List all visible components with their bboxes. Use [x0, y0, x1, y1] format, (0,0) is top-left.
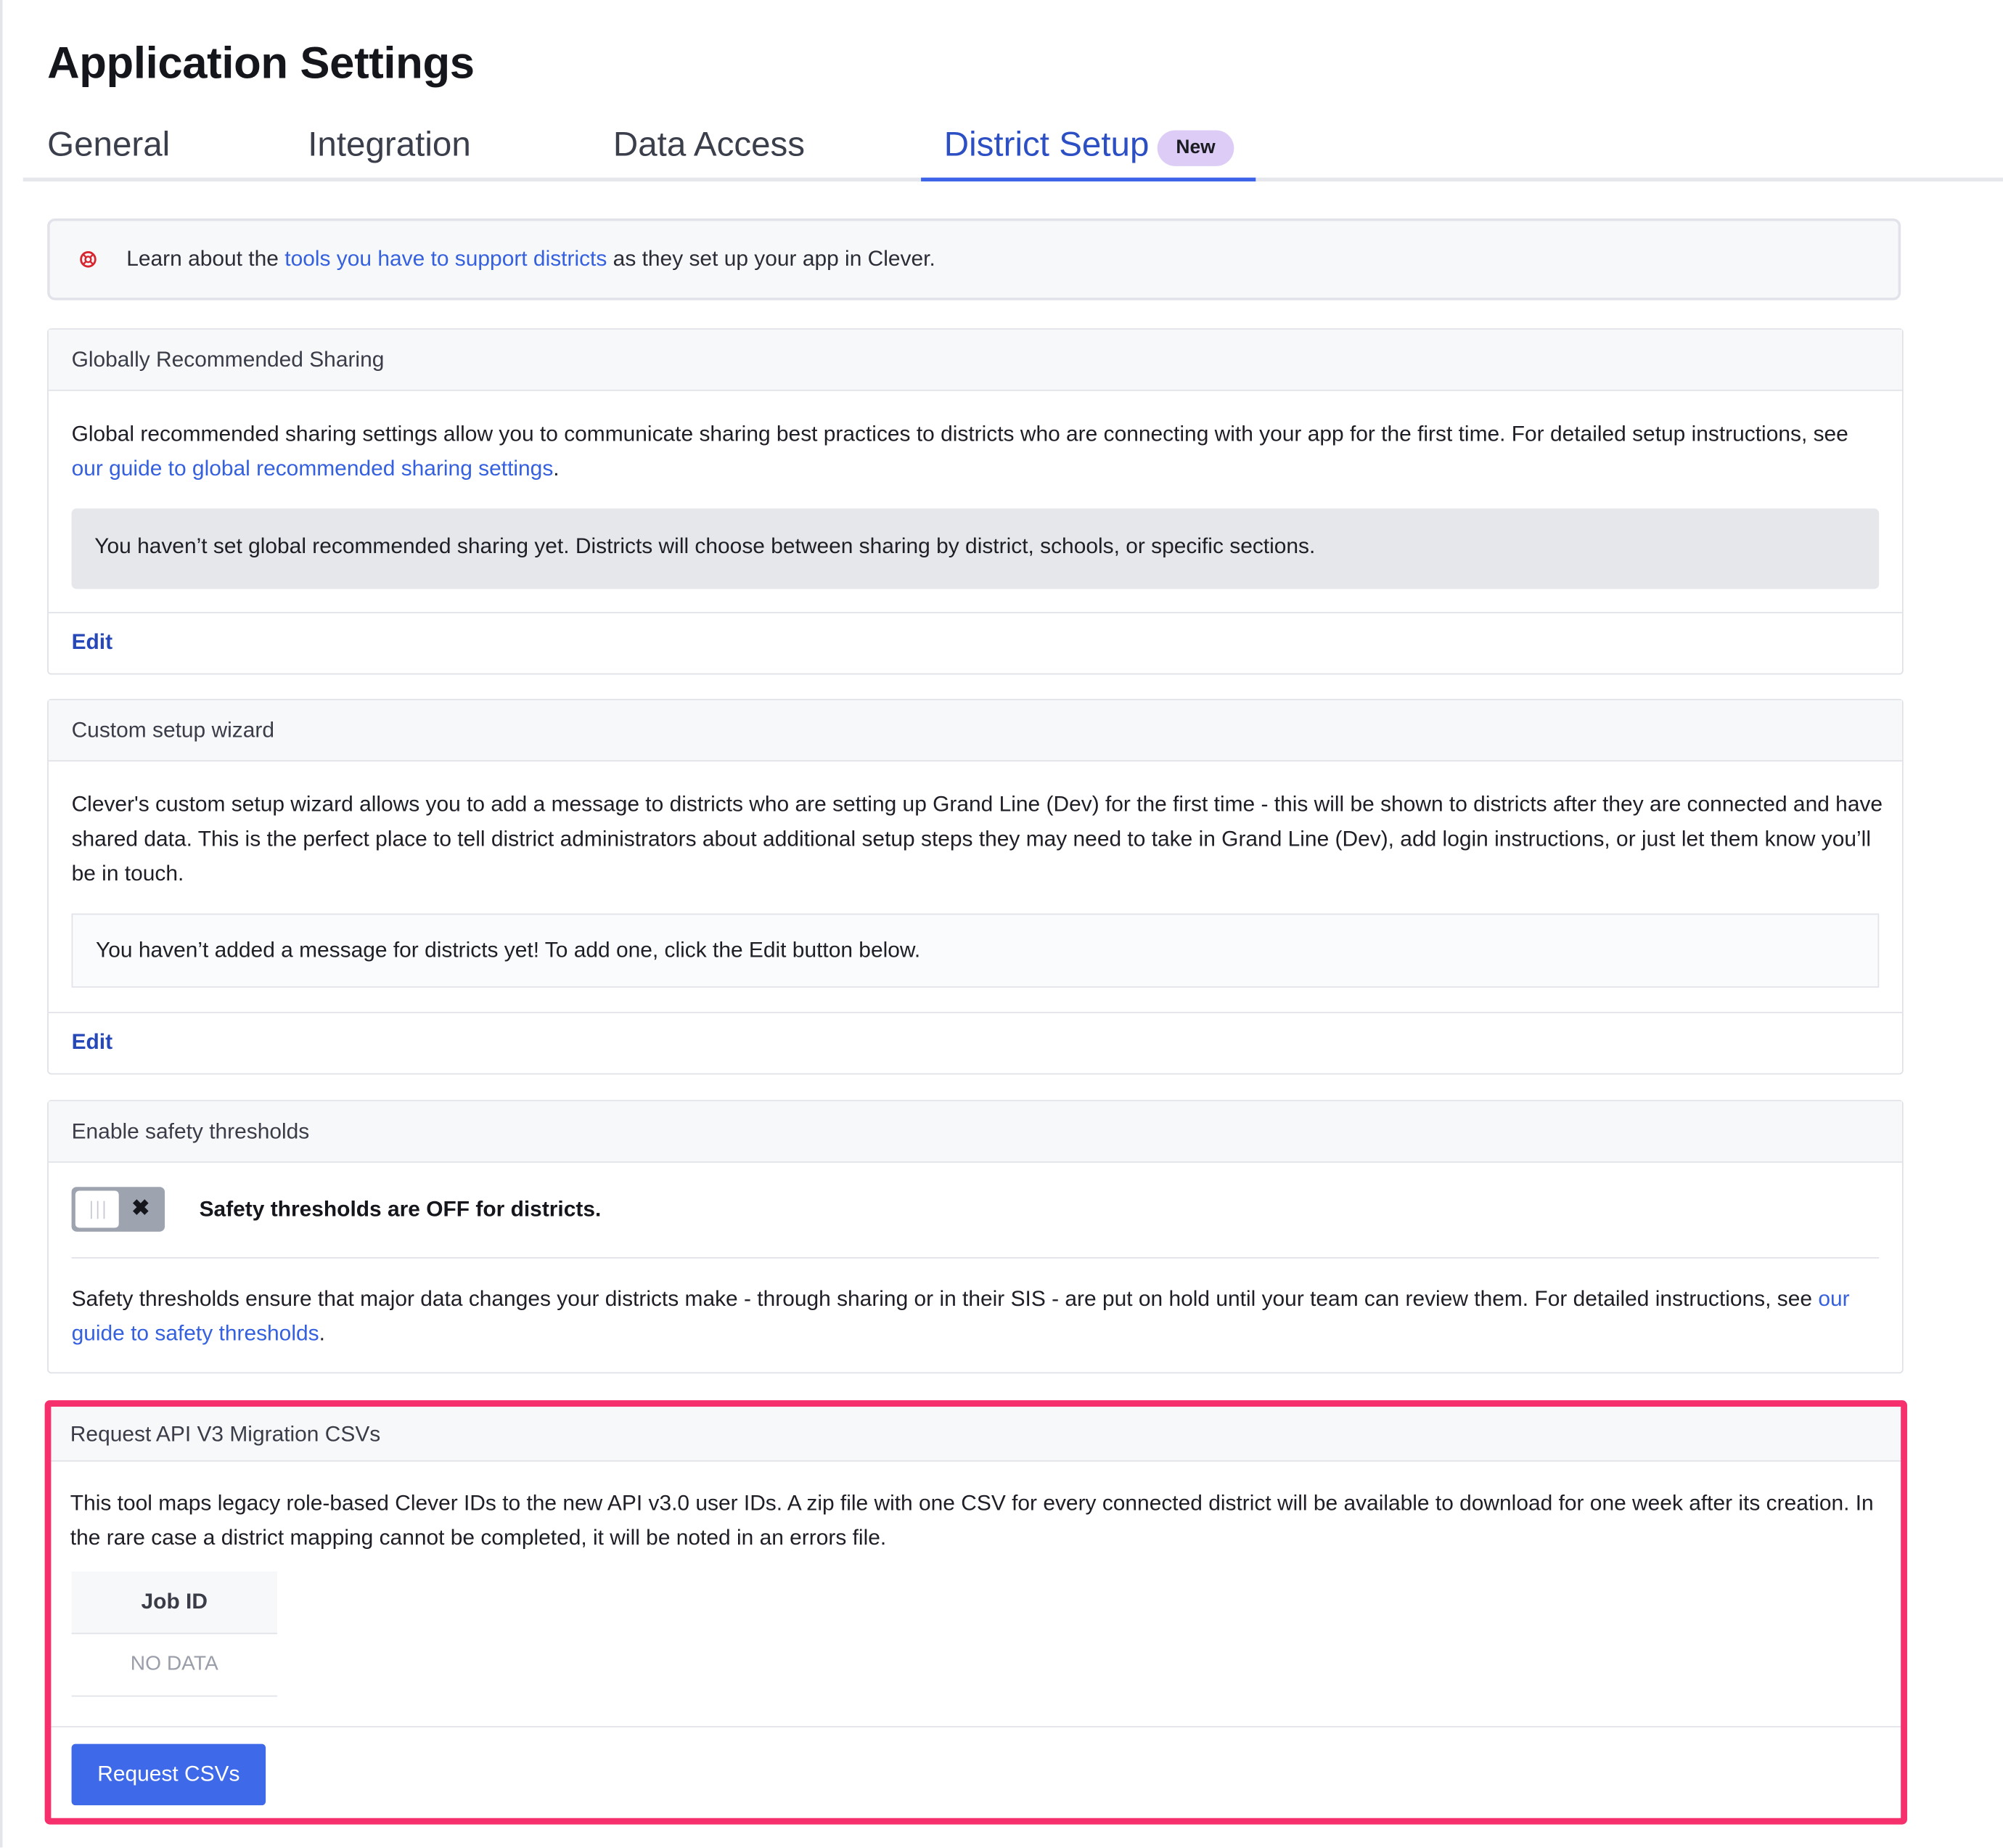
- global-sharing-guide-link[interactable]: our guide to global recommended sharing settings: [71, 456, 554, 481]
- setup-wizard-card: [47, 699, 1904, 1074]
- api-migration-description: This tool maps legacy role-based Clever IDs to the new API v3.0 user IDs. A zip file with one CSV for every connected district will be available to download for one week after its creation. In the rare case a district mapping cannot be completed, it will be noted in an errors file.: [70, 1491, 1874, 1550]
- safety-thresholds-card: [47, 1100, 1904, 1374]
- divider: [72, 1257, 1880, 1259]
- tab-district-setup[interactable]: [921, 118, 1256, 181]
- safety-thresholds-title: Enable safety thresholds: [71, 1119, 310, 1144]
- request-csvs-button[interactable]: Request CSVs: [72, 1744, 266, 1805]
- job-id-column-header: Job ID: [72, 1571, 277, 1634]
- tab-label: District Setup: [943, 125, 1150, 164]
- tab-label: Data Access: [613, 125, 806, 164]
- empty-state-text: You haven’t set global recommended sharing yet. Districts will choose between sharing by district, schools, or specific sections.: [94, 533, 1316, 559]
- page-title: Application Settings: [47, 38, 475, 89]
- support-districts-link[interactable]: tools you have to support districts: [284, 246, 607, 271]
- tab-label: Integration: [308, 125, 471, 164]
- notice-text-before: Learn about the: [126, 246, 279, 271]
- global-sharing-description: [72, 417, 1885, 486]
- api-migration-title: Request API V3 Migration CSVs: [70, 1422, 381, 1447]
- edit-global-sharing-button[interactable]: Edit: [71, 629, 113, 655]
- table-empty-cell: NO DATA: [72, 1634, 277, 1696]
- toggle-knob: [75, 1191, 119, 1228]
- description-text: Global recommended sharing settings allow you to communicate sharing best practices to districts who are connecting with your app for the first time. For detailed setup instructions, see: [71, 421, 1848, 446]
- card-header: [49, 1101, 1902, 1162]
- safety-thresholds-toggle[interactable]: [72, 1187, 165, 1232]
- setup-wizard-description: Clever's custom setup wizard allows you to add a message to districts who are setting up Grand Line (Dev) for the first time - this will be shown to districts after they are connected and have shared data. This is the perfect place to tell district administrators about additional setup steps they may need to take in Grand Line (Dev), add login instructions, or just let them know you’ll be in touch.: [71, 792, 1883, 886]
- global-sharing-card: [47, 328, 1904, 674]
- tab-data-access[interactable]: [613, 118, 830, 181]
- empty-state-text: You haven’t added a message for districts yet! To add one, click the Edit button below.: [96, 937, 921, 962]
- tab-integration[interactable]: [308, 118, 499, 181]
- notice-text: [126, 247, 935, 272]
- help-circle-icon: [79, 250, 97, 269]
- tab-label: General: [47, 125, 171, 164]
- card-footer: [49, 1012, 1902, 1073]
- description-text: Safety thresholds ensure that major data changes your districts make - through sharing or in their SIS - are put on hold until your team can review them. For detailed instructions, see: [71, 1286, 1812, 1311]
- notice-text-after: as they set up your app in Clever.: [613, 246, 935, 271]
- global-sharing-empty-state: [72, 509, 1880, 589]
- safety-thresholds-status: Safety thresholds are OFF for districts.: [199, 1197, 602, 1222]
- global-sharing-title: Globally Recommended Sharing: [71, 347, 385, 372]
- card-footer: [49, 612, 1902, 673]
- info-notice: [47, 218, 1901, 300]
- new-badge: New: [1158, 131, 1234, 166]
- highlight-frame: [45, 1400, 1907, 1824]
- description-end: .: [319, 1321, 325, 1346]
- safety-thresholds-guide-link[interactable]: our guide to safety thresholds: [71, 1286, 1850, 1346]
- tab-general[interactable]: [47, 118, 200, 181]
- safety-thresholds-description: [72, 1281, 1885, 1350]
- card-header: [49, 700, 1902, 761]
- active-tab-indicator: [921, 178, 1256, 181]
- tab-bar: [23, 118, 2003, 181]
- close-icon: ✖: [131, 1195, 150, 1220]
- edit-setup-wizard-button[interactable]: Edit: [71, 1029, 113, 1055]
- setup-wizard-empty-state: [72, 914, 1880, 988]
- setup-wizard-title: Custom setup wizard: [71, 718, 274, 743]
- left-divider: [0, 0, 3, 1847]
- description-end: .: [553, 456, 560, 481]
- card-header: [49, 330, 1902, 391]
